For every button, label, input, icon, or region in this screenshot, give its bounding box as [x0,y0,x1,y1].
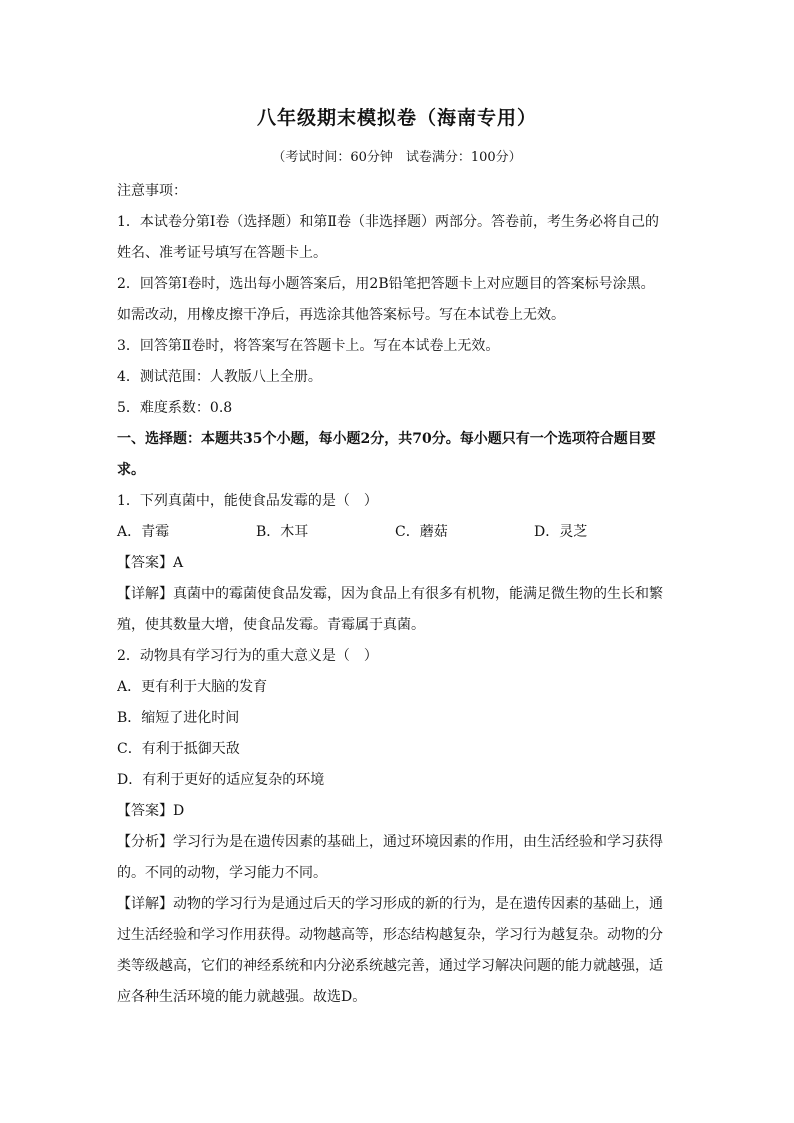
question-1-option-a: A．青霉 [117,524,170,540]
question-2-option-a: A．更有利于大脑的发育 [117,679,268,695]
notice-heading: 注意事项： [117,183,187,199]
question-2-analysis-line-1: 【分析】学习行为是在遗传因素的基础上，通过环境因素的作用，由生活经验和学习获得 [117,834,663,850]
exam-content [117,176,677,1013]
notice-item-1-line-1: 1．本试卷分第Ⅰ卷（选择题）和第Ⅱ卷（非选择题）两部分。答卷前，考生务必将自己的 [117,214,659,230]
notice-item-2-line-1: 2．回答第Ⅰ卷时，选出每小题答案后，用2B铅笔把答题卡上对应题目的答案标号涂黑。 [117,276,655,292]
question-2-detail-line-4: 应各种生活环境的能力就越强。故选D。 [117,989,367,1005]
question-1-options [117,517,677,548]
question-1-detail-line-2: 殖，使其数量大增，使食品发霉。青霉属于真菌。 [117,617,425,633]
question-1-answer: 【答案】A [117,555,184,571]
question-2-detail-line-3: 类等级越高，它们的神经系统和内分泌系统越完善，通过学习解决问题的能力就越强，适 [117,958,663,974]
question-1-option-c: C．蘑菇 [395,524,448,540]
question-2-option-b: B．缩短了进化时间 [117,710,240,726]
notice-item-5: 5．难度系数：0.8 [117,400,233,416]
question-1-stem: 1．下列真菌中，能使食品发霉的是（ ） [117,493,378,509]
page-subtitle: （考试时间：60分钟 试卷满分：100分） [272,150,522,165]
section-heading-line-2: 求。 [117,462,145,478]
page-title: 八年级期末模拟卷（海南专用） [256,107,537,129]
question-2-detail-line-1: 【详解】动物的学习行为是通过后天的学习形成的新的行为，是在遗传因素的基础上，通 [117,896,663,912]
question-2-stem: 2．动物具有学习行为的重大意义是（ ） [117,648,378,664]
question-2-detail-line-2: 过生活经验和学习作用获得。动物越高等，形态结构越复杂，学习行为越复杂。动物的分 [117,927,663,943]
section-heading-line-1: 一、选择题：本题共35个小题，每小题2分，共70分。每小题只有一个选项符合题目要 [117,431,656,447]
question-1-option-d: D．灵芝 [534,524,588,540]
question-2-analysis-line-2: 的。不同的动物，学习能力不同。 [117,865,327,881]
notice-item-4: 4．测试范围：人教版八上全册。 [117,369,322,385]
question-1-option-b: B．木耳 [256,524,309,540]
notice-item-2-line-2: 如需改动，用橡皮擦干净后，再选涂其他答案标号。写在本试卷上无效。 [117,307,565,323]
notice-item-1-line-2: 姓名、准考证号填写在答题卡上。 [117,245,327,261]
question-1-detail-line-1: 【详解】真菌中的霉菌使食品发霉，因为食品上有很多有机物，能满足微生物的生长和繁 [117,586,663,602]
question-2-answer: 【答案】D [117,803,185,819]
question-2-option-c: C．有利于抵御天敌 [117,741,240,757]
notice-item-3: 3．回答第Ⅱ卷时，将答案写在答题卡上。写在本试卷上无效。 [117,338,500,354]
question-2-option-d: D．有利于更好的适应复杂的环境 [117,772,325,788]
